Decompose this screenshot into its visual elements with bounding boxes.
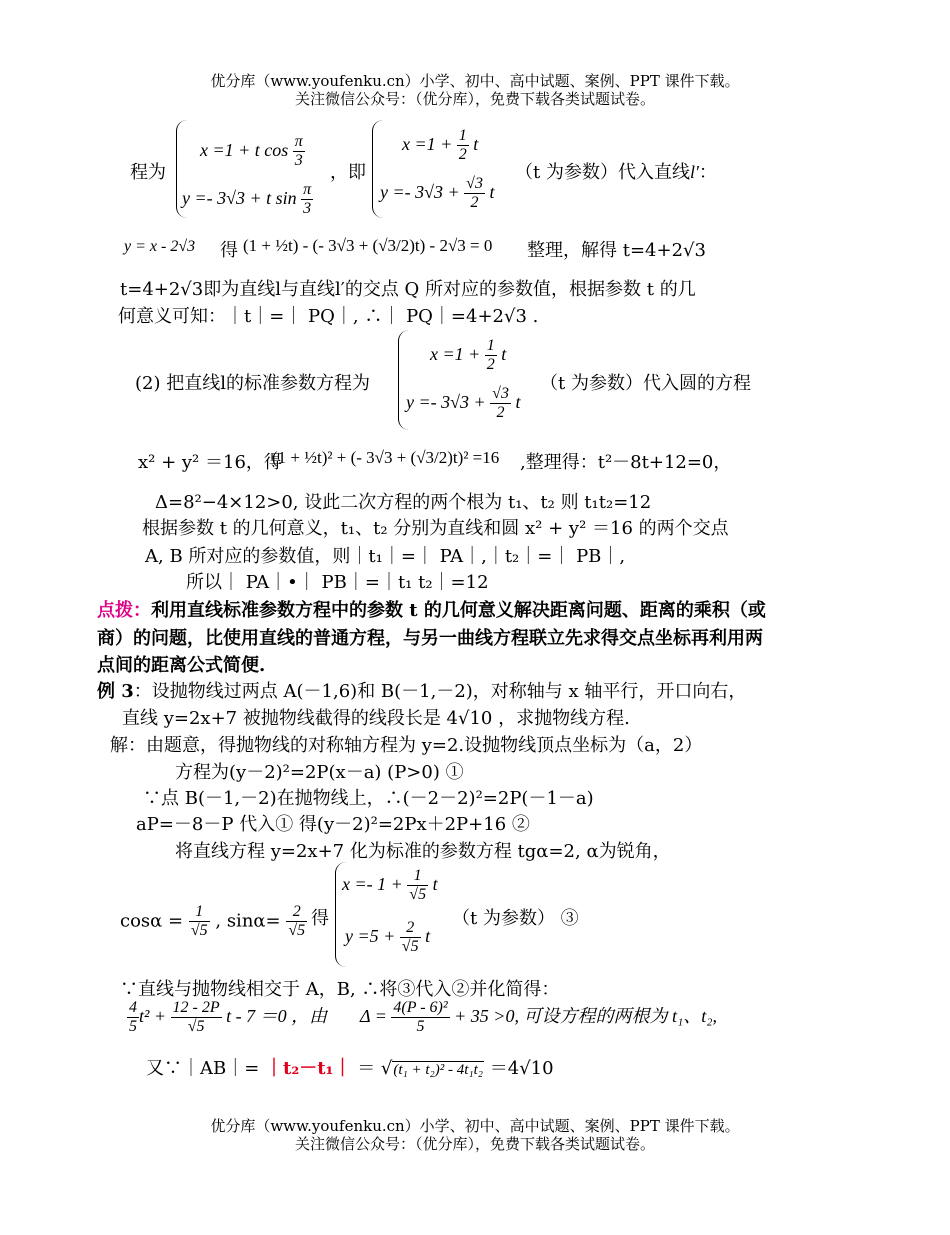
delta-expression: Δ = $\frac{\text{4(P - 6)²}}{5}$ + 35 >0, 可设方程的两根为 t₁、t₂, bbox=[360, 999, 717, 1035]
text-de-2: 得 bbox=[311, 908, 329, 929]
text-cheng-wei: 程为 bbox=[130, 162, 166, 183]
paragraph-line-4: 何意义可知：｜t｜=｜ PQ｜, ∴｜ PQ｜=4+2√3 . bbox=[118, 306, 539, 327]
footer-line-2: 关注微信公众号：（优分库），免费下载各类试题试卷。 bbox=[294, 1135, 655, 1153]
param-note-2: （t 为参数）代入圆的方程 bbox=[540, 373, 751, 394]
delta-line: Δ=8²−4×12>0, 设此二次方程的两个根为 t₁、t₂ 则 t₁t₂=12 bbox=[155, 492, 652, 513]
system4-line2: y =5 + $\frac{2}{√5}$ t bbox=[345, 919, 431, 955]
ab-length-line: 又∵｜AB｜= ｜t₂－t₁｜ ＝ √(t₁ + t₂)² - 4t₁t₂ ＝4√10 bbox=[146, 1058, 554, 1079]
quadratic-equation: $\frac{4}{5}$ t² + $\frac{12 - 2P}{√5}$ t - 7 ＝0 ，由 bbox=[129, 999, 328, 1035]
cos-sin-values: cosα = $\frac{1}{√5}$ , sinα= $\frac{2}{√5}$ bbox=[120, 903, 306, 939]
text-ji: ，即 bbox=[330, 162, 366, 183]
system4-line1: x =- 1 + $\frac{1}{√5}$ t bbox=[342, 867, 438, 903]
footer-line-1: 优分库（www.youfenku.cn）小学、初中、高中试题、案例、PPT 课件下载。 bbox=[210, 1117, 740, 1135]
geo-line-3: 所以｜ PA｜•｜ PB｜=｜t₁ t₂｜=12 bbox=[186, 572, 489, 593]
system1-line1: x =1 + t cos $\frac{\pi}{3}$ bbox=[200, 133, 303, 169]
tidy-result: ,整理得：t²－8t+12=0， bbox=[520, 452, 732, 473]
substitution-2: (1 + ½t)² + (- 3√3 + (√3/2)t)² =16 bbox=[272, 448, 500, 467]
system3-line1: x =1 + $\frac{1}{2}$ t bbox=[430, 337, 507, 373]
solution-line-1: 解：由题意，得抛物线的对称轴方程为 y=2.设抛物线顶点坐标为（a，2） bbox=[110, 735, 703, 756]
header-line-2: 关注微信公众号：（优分库），免费下载各类试题试卷。 bbox=[294, 90, 655, 108]
system2-line2: y =- 3√3 + $\frac{√3}{2}$ t bbox=[380, 175, 495, 211]
system2-line1: x =1 + $\frac{1}{2}$ t bbox=[402, 127, 479, 163]
example3-question-2: 直线 y=2x+7 被抛物线截得的线段长是 4√10 ，求抛物线方程. bbox=[122, 708, 630, 729]
solution-line-3: ∵点 B(－1,－2)在抛物线上，∴(－2－2)²=2P(－1－a) bbox=[143, 788, 594, 809]
tip-line-3: 点间的距离公式简便. bbox=[97, 655, 266, 676]
system1-line2: y =- 3√3 + t sin $\frac{\pi}{3}$ bbox=[182, 181, 312, 217]
circle-equation: x² + y² ＝16，得 bbox=[138, 452, 282, 473]
solution-line-4: aP=－8－P 代入① 得(y－2)²=2Px＋2P+16 ② bbox=[136, 814, 530, 835]
geo-line-1: 根据参数 t 的几何意义，t₁、t₂ 分别为直线和圆 x² + y² ＝16 的两个交点 bbox=[142, 518, 729, 539]
part2-prefix: (2) 把直线l的标准参数方程为 bbox=[135, 373, 370, 394]
system3-line2: y =- 3√3 + $\frac{√3}{2}$ t bbox=[406, 385, 521, 421]
param-note-1: （t 为参数）代入直线l′： bbox=[515, 162, 717, 183]
substitution-1: (1 + ½t) - (- 3√3 + (√3/2)t) - 2√3 = 0 bbox=[243, 236, 493, 255]
solve-result: 整理，解得 t=4+2√3 bbox=[527, 240, 706, 261]
tip-line-2: 商）的问题，比使用直线的普通方程，与另一曲线方程联立先求得交点坐标再利用两 bbox=[97, 628, 763, 649]
header-line-1: 优分库（www.youfenku.cn）小学、初中、高中试题、案例、PPT 课件下载。 bbox=[210, 72, 740, 90]
param-note-3: （t 为参数） ③ bbox=[452, 908, 579, 929]
tip-line-1: 点拨：利用直线标准参数方程中的参数 t 的几何意义解决距离问题、距离的乘积（或 bbox=[97, 600, 766, 621]
line-equation: y = x - 2√3 bbox=[124, 238, 196, 255]
geo-line-2: A, B 所对应的参数值，则｜t₁｜=｜ PA｜,｜t₂｜=｜ PB｜, bbox=[145, 546, 626, 567]
solution-line-6: ∵直线与抛物线相交于 A，B, ∴将③代入②并化简得： bbox=[120, 979, 560, 1000]
solution-line-2: 方程为(y－2)²=2P(x－a) (P>0) ① bbox=[175, 762, 464, 783]
text-de: 得 bbox=[220, 240, 238, 261]
paragraph-line-3: t=4+2√3即为直线l与直线l′的交点 Q 所对应的参数值，根据参数 t 的几 bbox=[120, 279, 696, 300]
solution-line-5: 将直线方程 y=2x+7 化为标准的参数方程 tgα=2, α为锐角， bbox=[175, 841, 671, 862]
example3-question-1: 例 3：设抛物线过两点 A(－1,6)和 B(－1,－2)，对称轴与 x 轴平行，开口向右， bbox=[97, 681, 747, 702]
